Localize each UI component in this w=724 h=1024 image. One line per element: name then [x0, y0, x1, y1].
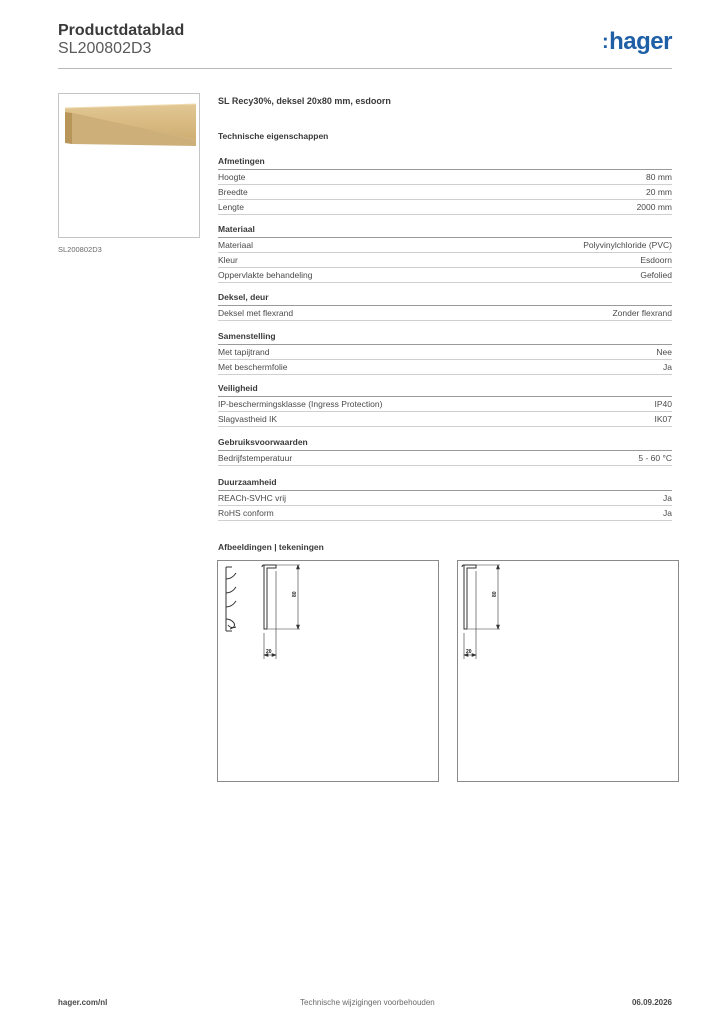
drawings-heading: Afbeeldingen | tekeningen — [218, 542, 324, 552]
spec-label: Lengte — [218, 202, 244, 212]
spec-value: Polyvinylchloride (PVC) — [583, 240, 672, 250]
spec-row — [218, 451, 672, 466]
spec-group-title: Materiaal — [218, 224, 672, 238]
spec-row — [218, 200, 672, 215]
section-heading: Technische eigenschappen — [218, 131, 329, 141]
spec-label: IP-beschermingsklasse (Ingress Protection) — [218, 399, 383, 409]
product-image-frame — [58, 93, 200, 238]
spec-value: IP40 — [654, 399, 672, 409]
spec-row — [218, 185, 672, 200]
spec-group-title: Gebruiksvoorwaarden — [218, 437, 672, 451]
spec-label: Met beschermfolie — [218, 362, 288, 372]
spec-row — [218, 170, 672, 185]
spec-value: Zonder flexrand — [612, 308, 672, 318]
product-title: SL Recy30%, deksel 20x80 mm, esdoorn — [218, 96, 391, 106]
spec-label: Breedte — [218, 187, 248, 197]
spec-label: Hoogte — [218, 172, 246, 182]
spec-group-samenstelling — [218, 331, 672, 375]
spec-value: Esdoorn — [640, 255, 672, 265]
spec-value: 20 mm — [646, 187, 672, 197]
spec-value: 5 - 60 °C — [638, 453, 672, 463]
spec-row — [218, 506, 672, 521]
spec-group-duurzaamheid — [218, 477, 672, 521]
spec-value: Nee — [656, 347, 672, 357]
spec-row — [218, 253, 672, 268]
spec-label: REACh-SVHC vrij — [218, 493, 287, 503]
dimension-width-label: 20 — [466, 649, 472, 655]
spec-label: Slagvastheid IK — [218, 414, 278, 424]
drawing-profile-assembly — [218, 561, 438, 781]
spec-value: 80 mm — [646, 172, 672, 182]
footer-website-link[interactable]: hager.com/nl — [58, 998, 108, 1007]
spec-value: Ja — [663, 508, 672, 518]
spec-value: Ja — [663, 493, 672, 503]
spec-row — [218, 238, 672, 253]
spec-value: IK07 — [654, 414, 672, 424]
spec-group-title: Veiligheid — [218, 383, 672, 397]
product-image — [59, 94, 199, 237]
spec-label: Kleur — [218, 255, 238, 265]
spec-group-title: Afmetingen — [218, 156, 672, 170]
spec-group-gebruiksvoorwaarden — [218, 437, 672, 466]
dimension-height-label: 80 — [492, 591, 498, 597]
spec-label: Met tapijtrand — [218, 347, 270, 357]
spec-row — [218, 268, 672, 283]
spec-group-title: Duurzaamheid — [218, 477, 672, 491]
dimension-width-label: 20 — [266, 649, 272, 655]
spec-group-veiligheid — [218, 383, 672, 427]
spec-group-title: Deksel, deur — [218, 292, 672, 306]
spec-label: Materiaal — [218, 240, 253, 250]
spec-label: Deksel met flexrand — [218, 308, 294, 318]
spec-label: Bedrijfstemperatuur — [218, 453, 293, 463]
article-number: SL200802D3 — [58, 40, 152, 57]
spec-group-deksel — [218, 292, 672, 321]
spec-row — [218, 306, 672, 321]
brand-logo — [602, 28, 672, 56]
footer-date: 06.09.2026 — [631, 998, 672, 1007]
dimension-height-label: 80 — [292, 591, 298, 597]
spec-row — [218, 345, 672, 360]
logo-dots-icon: : — [601, 31, 609, 53]
spec-group-materiaal — [218, 224, 672, 283]
spec-group-afmetingen — [218, 156, 672, 215]
spec-group-title: Samenstelling — [218, 331, 672, 345]
footer-disclaimer: Technische wijzigingen voorbehouden — [300, 998, 435, 1007]
spec-value: Ja — [663, 362, 672, 372]
spec-value: Gefolied — [640, 270, 672, 280]
header-divider — [58, 68, 672, 69]
spec-row — [218, 397, 672, 412]
spec-row — [218, 412, 672, 427]
spec-row — [218, 360, 672, 375]
image-caption: SL200802D3 — [58, 245, 102, 254]
technical-drawing-1 — [217, 560, 439, 782]
spec-label: Oppervlakte behandeling — [218, 270, 313, 280]
spec-value: 2000 mm — [636, 202, 672, 212]
spec-row — [218, 491, 672, 506]
page-title: Productdatablad — [58, 22, 185, 39]
spec-label: RoHS conform — [218, 508, 274, 518]
technical-drawing-2 — [457, 560, 679, 782]
drawing-cover-profile — [458, 561, 678, 781]
brand-name: hager — [609, 28, 672, 55]
